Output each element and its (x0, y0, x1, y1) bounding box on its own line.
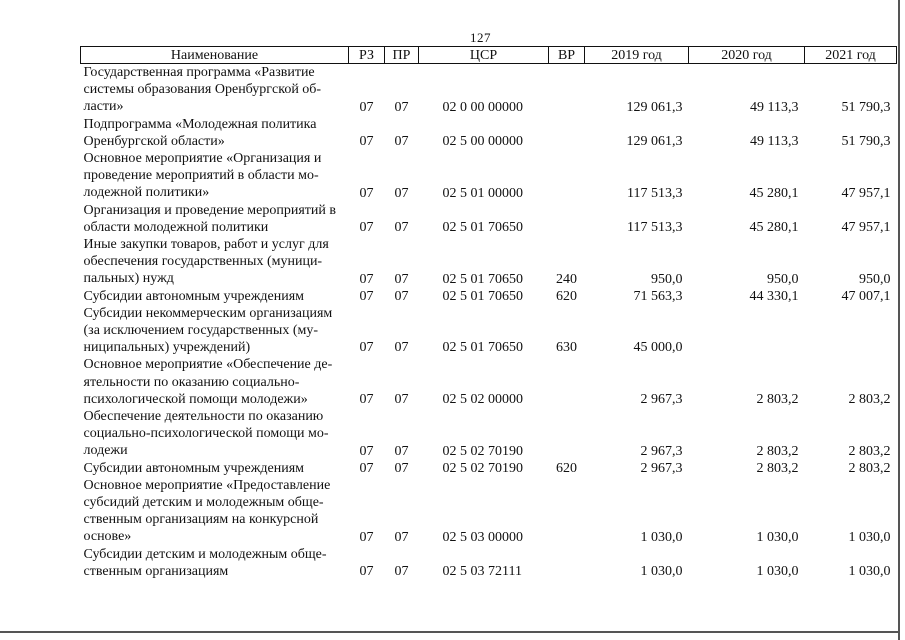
row-csr: 02 5 00 00000 (442, 134, 523, 150)
row-vr (549, 116, 585, 150)
row-value-2021: 47 957,1 (841, 185, 891, 201)
row-vr (549, 546, 585, 580)
row-rz: 07 (359, 460, 374, 476)
table-row (81, 546, 897, 580)
row-vr (549, 64, 585, 116)
row-csr: 02 5 01 70650 (442, 340, 523, 356)
row-pr: 07 (394, 564, 409, 580)
row-rz: 07 (359, 443, 374, 459)
table-body (81, 64, 897, 581)
row-value-2019: 2 967,3 (640, 392, 683, 408)
row-name: Субсидии автономным учреждениям (83, 288, 305, 304)
row-name: Иные закупки товаров, работ и услуг для обеспечения государственных (муници-пальных) нужд (83, 237, 329, 287)
header-row (81, 47, 897, 64)
row-rz: 07 (359, 99, 374, 115)
page-frame-bottom (0, 631, 900, 633)
row-pr: 07 (394, 443, 409, 459)
row-value-2021 (805, 305, 897, 357)
row-pr: 07 (394, 288, 409, 304)
row-csr: 02 0 00 00000 (442, 99, 523, 115)
row-name: Субсидии детским и молодежным обще-ственным организациям (83, 546, 327, 579)
row-value-2019: 1 030,0 (640, 564, 683, 580)
row-vr (549, 356, 585, 408)
row-name: Подпрограмма «Молодежная политика Оренбургской области» (83, 116, 317, 149)
page-number: 127 (470, 30, 491, 45)
row-csr: 02 5 01 00000 (442, 185, 523, 201)
table-row (81, 460, 897, 477)
row-value-2020: 2 803,2 (756, 443, 799, 459)
row-value-2019: 1 030,0 (640, 529, 683, 545)
row-name: Обеспечение деятельности по оказанию социально-психологической помощи мо-лодежи (83, 409, 329, 459)
row-pr: 07 (394, 185, 409, 201)
row-pr: 07 (394, 340, 409, 356)
row-value-2020: 1 030,0 (756, 564, 799, 580)
row-csr: 02 5 01 70650 (442, 288, 523, 304)
row-vr: 620 (556, 288, 577, 304)
row-rz: 07 (359, 340, 374, 356)
row-pr: 07 (394, 220, 409, 236)
row-csr: 02 5 01 70650 (442, 220, 523, 236)
row-rz: 07 (359, 134, 374, 150)
row-vr (549, 408, 585, 460)
row-name: Государственная программа «Развитие системы образования Оренбургской об-ласти» (83, 65, 322, 115)
row-value-2019: 129 061,3 (626, 99, 683, 115)
header-pr: ПР (385, 47, 419, 64)
row-value-2020: 49 113,3 (750, 134, 799, 150)
row-name: Субсидии автономным учреждениям (83, 460, 305, 476)
row-value-2021: 47 957,1 (841, 220, 891, 236)
row-value-2020: 45 280,1 (749, 220, 799, 236)
header-2019: 2019 год (585, 47, 689, 64)
table-row (81, 116, 897, 150)
row-csr: 02 5 03 72111 (442, 564, 522, 580)
row-value-2020: 950,0 (767, 271, 799, 287)
budget-table (80, 46, 897, 580)
row-value-2019: 117 513,3 (627, 185, 683, 201)
row-name: Основное мероприятие «Обеспечение де-ятельности по оказанию социально-психологической помощи молодежи» (83, 357, 333, 407)
row-value-2020: 2 803,2 (756, 392, 799, 408)
row-value-2019: 2 967,3 (640, 460, 683, 476)
row-rz: 07 (359, 288, 374, 304)
table-row (81, 305, 897, 357)
row-vr (549, 202, 585, 236)
table-header (81, 47, 897, 64)
row-pr: 07 (394, 392, 409, 408)
table-row (81, 202, 897, 236)
row-value-2019: 71 563,3 (633, 288, 683, 304)
header-name: Наименование (81, 47, 349, 64)
row-rz: 07 (359, 392, 374, 408)
row-value-2020: 45 280,1 (749, 185, 799, 201)
row-pr: 07 (394, 134, 409, 150)
row-pr: 07 (394, 529, 409, 545)
row-name: Организация и проведение мероприятий в области молодежной политики (83, 202, 337, 235)
table-row (81, 408, 897, 460)
row-value-2021: 1 030,0 (848, 564, 891, 580)
row-csr: 02 5 02 70190 (442, 460, 523, 476)
row-value-2019: 45 000,0 (633, 340, 683, 356)
row-rz: 07 (359, 220, 374, 236)
row-value-2019: 129 061,3 (626, 134, 683, 150)
row-csr: 02 5 03 00000 (442, 529, 523, 545)
row-csr: 02 5 02 00000 (442, 392, 523, 408)
table-row (81, 356, 897, 408)
row-csr: 02 5 02 70190 (442, 443, 523, 459)
row-value-2021: 2 803,2 (848, 392, 891, 408)
row-vr (549, 150, 585, 202)
row-value-2021: 950,0 (859, 271, 891, 287)
table-row (81, 150, 897, 202)
row-rz: 07 (359, 564, 374, 580)
row-value-2020: 49 113,3 (750, 99, 799, 115)
row-rz: 07 (359, 529, 374, 545)
row-vr: 240 (556, 271, 577, 287)
row-vr: 630 (556, 340, 577, 356)
header-vr: ВР (549, 47, 585, 64)
table-row (81, 64, 897, 116)
header-2020: 2020 год (689, 47, 805, 64)
row-value-2020 (689, 305, 805, 357)
row-value-2019: 2 967,3 (640, 443, 683, 459)
table-row (81, 236, 897, 288)
row-name: Субсидии некоммерческим организациям (за исключением государственных (му-ниципальных) учреждений) (83, 305, 333, 356)
row-pr: 07 (394, 460, 409, 476)
row-csr: 02 5 01 70650 (442, 271, 523, 287)
row-rz: 07 (359, 271, 374, 287)
row-rz: 07 (359, 185, 374, 201)
row-name: Основное мероприятие «Предоставление субсидий детским и молодежным обще-ственным организациям на конкурсной основе» (83, 477, 331, 545)
row-value-2021: 47 007,1 (841, 288, 891, 304)
row-value-2020: 2 803,2 (756, 460, 799, 476)
row-vr (549, 477, 585, 546)
page-frame-right (898, 0, 900, 640)
row-value-2021: 2 803,2 (848, 443, 891, 459)
table-row (81, 288, 897, 305)
row-value-2020: 44 330,1 (749, 288, 799, 304)
row-value-2019: 117 513,3 (627, 220, 683, 236)
row-value-2020: 1 030,0 (756, 529, 799, 545)
header-csr: ЦСР (419, 47, 549, 64)
row-value-2021: 1 030,0 (848, 529, 891, 545)
row-pr: 07 (394, 99, 409, 115)
row-value-2021: 51 790,3 (841, 99, 891, 115)
row-vr: 620 (556, 460, 577, 476)
table-row (81, 477, 897, 546)
row-value-2021: 51 790,3 (841, 134, 891, 150)
row-value-2019: 950,0 (651, 271, 683, 287)
row-value-2021: 2 803,2 (848, 460, 891, 476)
row-pr: 07 (394, 271, 409, 287)
header-rz: РЗ (349, 47, 385, 64)
header-2021: 2021 год (805, 47, 897, 64)
row-name: Основное мероприятие «Организация и проведение мероприятий в области мо-лодежной политики» (83, 151, 322, 201)
